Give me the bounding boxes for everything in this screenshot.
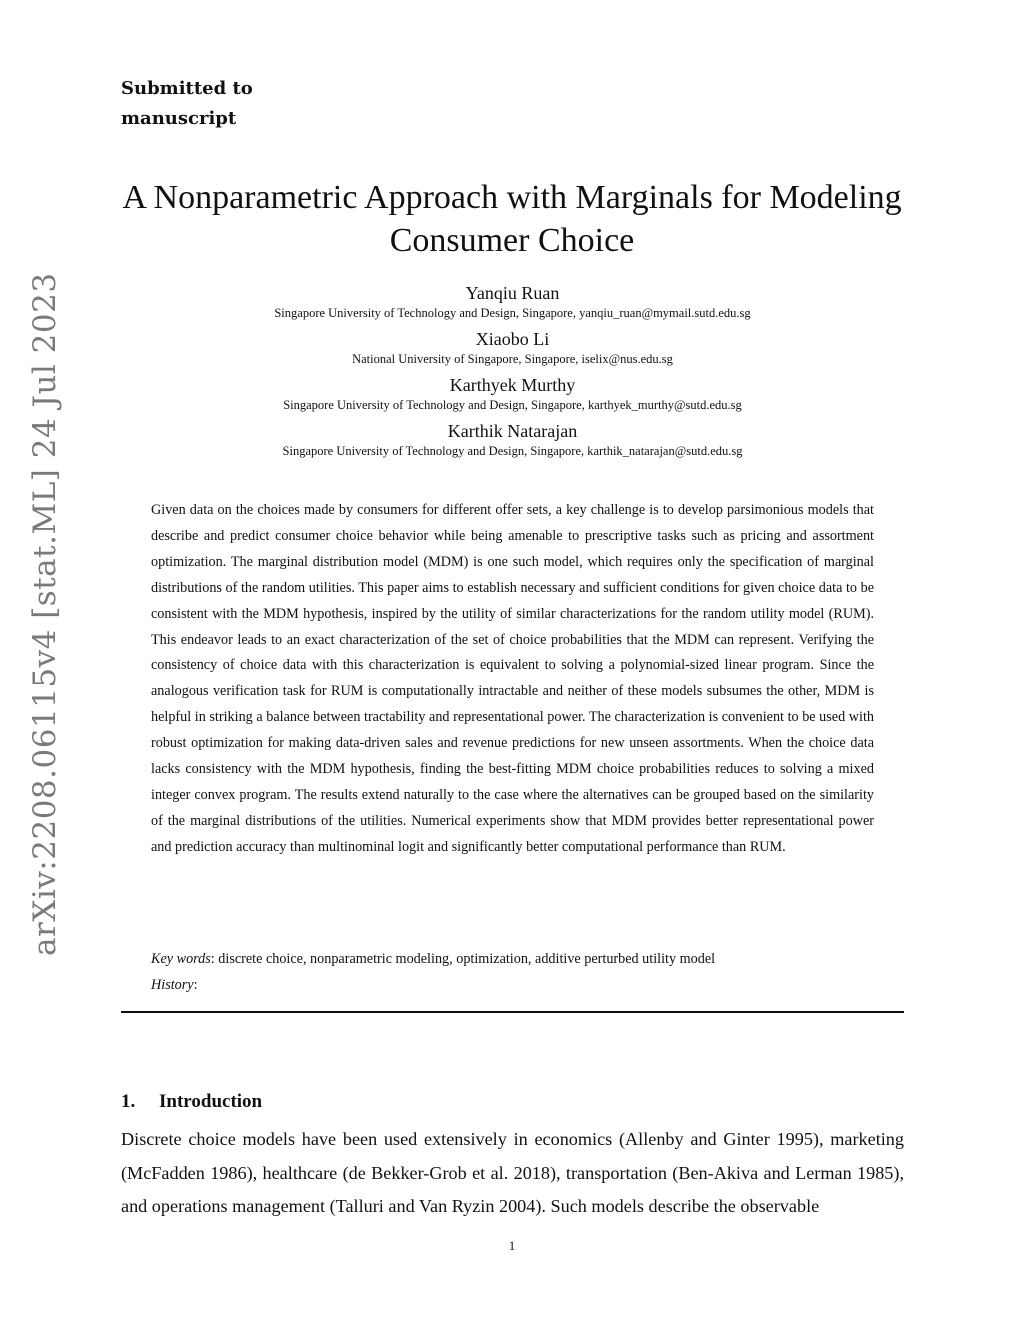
keywords-label: Key words — [151, 951, 211, 967]
abstract: Given data on the choices made by consumers for different offer sets, a key challenge is to develop parsimonious models that describe and predict consumer choice behavior while being amenable to prescriptive tasks such as pricing and assortment optimization. The marginal distribution model (MDM) is one such model, which requires only the specification of marginal distributions of the random utilities. This paper aims to establish necessary and sufficient conditions for given choice data to be consistent with the MDM hypothesis, inspired by the utility of similar characterizations for the random utility model (RUM). This endeavor leads to an exact characterization of the set of choice probabilities that the MDM can represent. Verifying the consistency of choice data with this characterization is equivalent to solving a polynomial-sized linear program. Since the analogous verification task for RUM is computationally intractable and neither of these models subsumes the other, MDM is helpful in striking a balance between tractability and representational power. The characterization is convenient to be used with robust optimization for making data-driven sales and revenue predictions for new unseen assortments. When the choice data lacks consistency with the MDM hypothesis, finding the best-fitting MDM choice probabilities reduces to solving a mixed integer convex program. The results extend naturally to the case where the alternatives can be grouped based on the similarity of the marginal distributions of the utilities. Numerical experiments show that MDM provides better representational power and prediction accuracy than multinominal logit and significantly better computational performance than RUM. — [151, 502, 874, 855]
keywords-block — [151, 946, 874, 998]
keywords-value: discrete choice, nonparametric modeling, optimization, additive perturbed utility model — [218, 951, 716, 967]
author-block — [121, 282, 904, 322]
author-block — [121, 374, 904, 414]
author-block — [121, 328, 904, 368]
header-line-2: manuscript — [121, 108, 237, 129]
keywords-line: Key words: discrete choice, nonparametric modeling, optimization, additive perturbed utility model — [151, 951, 716, 967]
author-block — [121, 420, 904, 460]
page-number: 1 — [508, 1238, 516, 1253]
section-heading — [121, 1091, 262, 1113]
author-name: Karthyek Murthy — [449, 375, 576, 395]
author-affiliation: Singapore University of Technology and Design, Singapore, yanqiu_ruan@mymail.sutd.edu.sg — [274, 306, 751, 320]
author-name: Xiaobo Li — [475, 329, 550, 349]
author-affiliation: National University of Singapore, Singapore, iselix@nus.edu.sg — [352, 352, 673, 366]
header-line-1: Submitted to — [121, 78, 253, 99]
author-affiliation: Singapore University of Technology and Design, Singapore, karthyek_murthy@sutd.edu.sg — [283, 398, 742, 412]
author-name: Yanqiu Ruan — [465, 283, 560, 303]
history-label: History — [151, 977, 194, 993]
paper-title: A Nonparametric Approach with Marginals for Modeling Consumer Choice — [122, 179, 902, 259]
history-line: History: — [151, 977, 198, 993]
intro-paragraph: Discrete choice models have been used extensively in economics (Allenby and Ginter 1995), marketing (McFadden 1986), healthcare (de Bekker-Grob et al. 2018), transportation (Ben-Akiva and Lerman 1985), and operations management (Talluri and Van Ryzin 2004). Such models describe the observable — [121, 1129, 904, 1216]
arxiv-stamp: arXiv:2208.06115v4 [stat.ML] 24 Jul 2023 — [27, 272, 63, 956]
submission-header — [121, 74, 253, 134]
section-title: Introduction — [159, 1091, 263, 1112]
author-affiliation: Singapore University of Technology and Design, Singapore, karthik_natarajan@sutd.edu.sg — [282, 444, 743, 458]
section-number: 1. — [121, 1091, 136, 1112]
author-list — [121, 282, 904, 466]
section-divider — [121, 1011, 904, 1013]
author-name: Karthik Natarajan — [447, 421, 578, 441]
